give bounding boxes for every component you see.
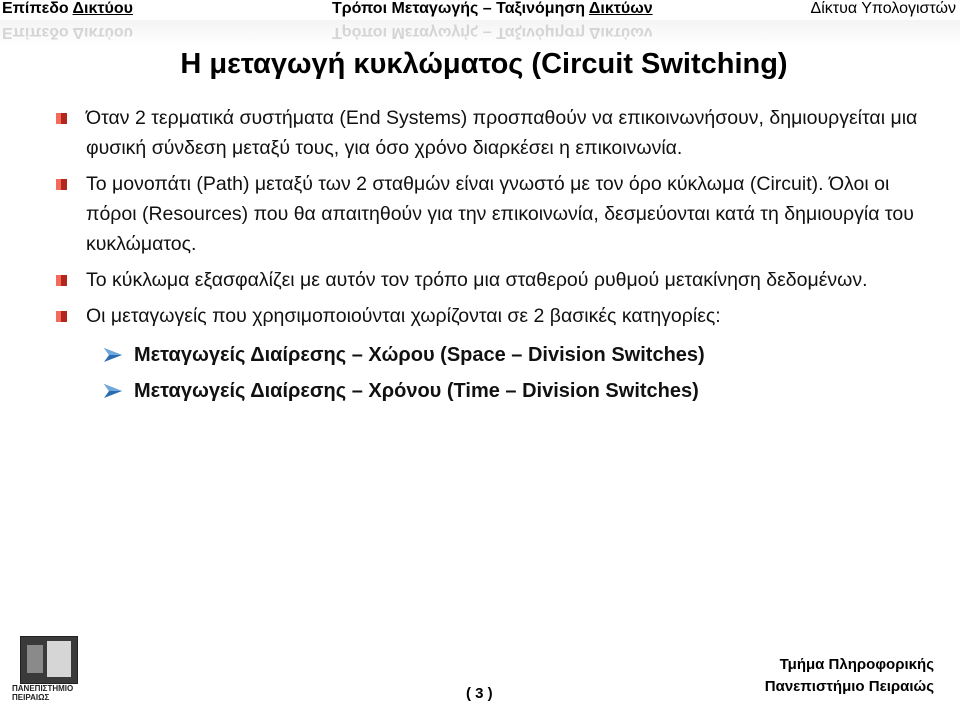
header-center-text: Τρόποι Μεταγωγής – Ταξινόμηση bbox=[332, 0, 589, 17]
logo-caption bbox=[12, 684, 102, 702]
bullet-square-icon bbox=[56, 179, 67, 190]
bullet-square-icon bbox=[56, 113, 67, 124]
sub-bullet-text: Μεταγωγείς Διαίρεσης – Χώρου (Space – Division Switches) bbox=[134, 344, 705, 366]
bullet-square-icon bbox=[56, 275, 67, 286]
sub-bullet-item bbox=[56, 373, 936, 409]
bullet-item bbox=[56, 169, 936, 259]
slide-content bbox=[56, 103, 936, 409]
bullet-item bbox=[56, 301, 936, 331]
sub-bullet-item bbox=[56, 337, 936, 373]
bullet-square-icon bbox=[56, 311, 67, 322]
slide-header bbox=[0, 0, 960, 46]
bullet-item bbox=[56, 265, 936, 295]
header-center-reflection: Τρόποι Μεταγωγής – Ταξινόμηση Δικτύων bbox=[332, 24, 653, 41]
header-left-text: Επίπεδο bbox=[2, 0, 73, 17]
footer-university-name: Πανεπιστήμιο Πειραιώς bbox=[764, 678, 934, 695]
sub-bullet-text: Μεταγωγείς Διαίρεσης – Χρόνου (Time – Division Switches) bbox=[134, 380, 699, 402]
footer-department bbox=[765, 654, 934, 698]
bullet-item bbox=[56, 103, 936, 163]
header-left bbox=[2, 0, 133, 18]
bullet-text: Το κύκλωμα εξασφαλίζει με αυτόν τον τρόπο μια σταθερού ρυθμού μετακίνηση δεδομένων. bbox=[86, 269, 868, 291]
header-right: Δίκτυα Υπολογιστών bbox=[810, 0, 956, 17]
university-logo bbox=[12, 632, 100, 702]
slide-title: Η μεταγωγή κυκλώματος (Circuit Switching) bbox=[180, 48, 788, 80]
logo-caption-line2: ΠΕΙΡΑΙΩΣ bbox=[12, 693, 50, 702]
header-left-underlined: Δικτύου bbox=[72, 0, 133, 17]
header-center bbox=[332, 0, 653, 18]
header-center-underlined: Δικτύων bbox=[588, 0, 653, 17]
header-reflection bbox=[0, 20, 960, 46]
bullet-text: Το μονοπάτι (Path) μεταξύ των 2 σταθμών είναι γνωστό με τον όρο κύκλωμα (Circuit). Όλοι οι πόροι (Resources) που θα απαιτηθούν για την επικοινωνία, δεσμεύονται κατά τη δημιουργία του κυκλώματος. bbox=[86, 173, 914, 255]
arrow-right-icon bbox=[104, 348, 122, 362]
arrow-right-icon bbox=[104, 384, 122, 398]
header-left-reflection: Επίπεδο Δικτύου bbox=[2, 24, 133, 41]
bullet-text: Οι μεταγωγείς που χρησιμοποιούνται χωρίζονται σε 2 βασικές κατηγορίες: bbox=[86, 305, 721, 327]
footer-department-name: Τμήμα Πληροφορικής bbox=[779, 656, 934, 673]
bullet-text: Όταν 2 τερματικά συστήματα (End Systems) προσπαθούν να επικοινωνήσουν, δημιουργείται μια φυσική σύνδεση μεταξύ τους, για όσο χρόνο διαρκέσει η επικοινωνία. bbox=[86, 107, 918, 159]
logo-emblem-icon bbox=[20, 636, 78, 684]
page-number: ( 3 ) bbox=[466, 685, 493, 702]
logo-caption-line1: ΠΑΝΕΠΙΣΤΗΜΙΟ bbox=[12, 684, 74, 693]
